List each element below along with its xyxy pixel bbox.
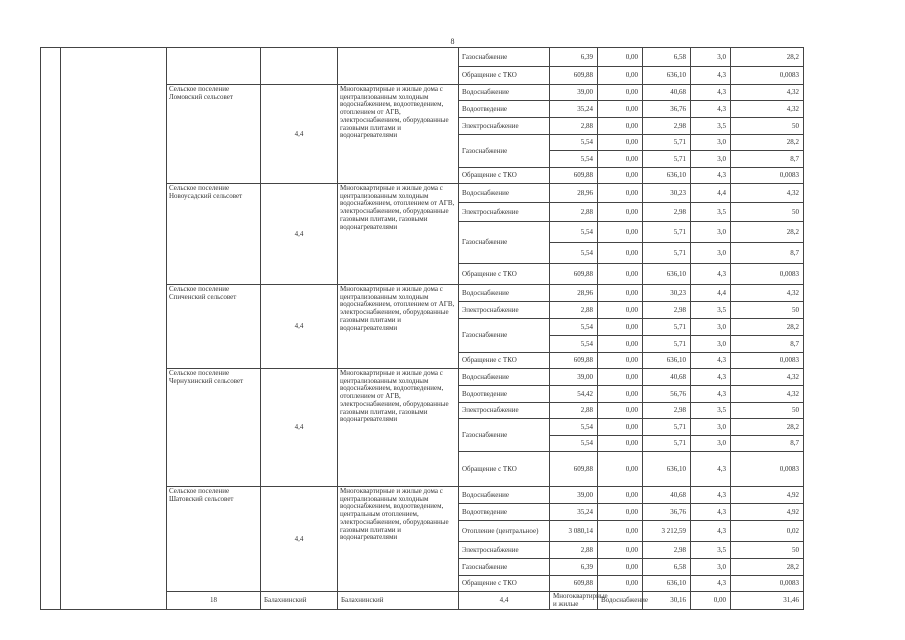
tariff-current-cell: 609,88	[550, 452, 598, 487]
growth-cell: 4,3	[691, 452, 731, 487]
tariff-zero-cell: 0,00	[598, 403, 643, 419]
growth-cell: 4,3	[691, 386, 731, 403]
index-cell: 4,4	[261, 85, 338, 184]
housing-type-cell: Многоквартирные и жилые	[550, 592, 598, 610]
tariff-new-cell: 636,10	[643, 353, 691, 369]
tariff-zero-cell: 0,00	[598, 135, 643, 151]
norm-cell: 4,32	[731, 85, 804, 101]
tariff-new-cell: 30,23	[643, 285, 691, 302]
norm-cell: 4,32	[731, 285, 804, 302]
row-number-cell	[41, 48, 61, 610]
tariff-new-cell: 5,71	[643, 222, 691, 243]
norm-cell: 0,0083	[731, 452, 804, 487]
tariff-new-cell: 636,10	[643, 168, 691, 184]
tariff-new-cell: 40,68	[643, 85, 691, 101]
tariff-zero-cell: 0,00	[598, 521, 643, 542]
norm-cell: 4,32	[731, 386, 804, 403]
tariff-current-cell: 2,88	[550, 302, 598, 319]
tariff-zero-cell: 0,00	[598, 353, 643, 369]
housing-type-cell: Многоквартирные и жилые дома с централизованным холодным водоснабжением, водоотведением, отоплением от АГВ, электроснабжением, оборудованные газовыми плитами, газовыми водонагревателями	[338, 369, 459, 487]
norm-cell: 28,2	[731, 419, 804, 436]
growth-cell: 4,3	[691, 101, 731, 118]
tariff-new-cell: 2,98	[643, 203, 691, 222]
housing-type-cell: Многоквартирные и жилые дома с централизованным холодным водоснабжением, отоплением от АГВ, электроснабжением, оборудованные газовыми плитами, газовыми водонагревателями	[338, 184, 459, 285]
service-cell: Газоснабжение	[459, 48, 550, 67]
tariff-new-cell: 636,10	[643, 576, 691, 592]
tariff-zero-cell: 0,00	[598, 542, 643, 559]
tariff-zero-cell: 0,00	[598, 369, 643, 386]
settlement-cell	[167, 48, 261, 85]
norm-cell: 28,2	[731, 319, 804, 336]
tariff-new-cell: 3 212,59	[643, 521, 691, 542]
tariff-new-cell: 2,98	[643, 403, 691, 419]
tariff-current-cell: 609,88	[550, 576, 598, 592]
growth-cell: 3,5	[691, 542, 731, 559]
tariff-current-cell: 2,88	[550, 203, 598, 222]
tariff-current-cell: 54,42	[550, 386, 598, 403]
norm-cell: 8,7	[731, 243, 804, 264]
growth-cell: 3,5	[691, 118, 731, 135]
service-cell: Водоснабжение	[459, 85, 550, 101]
norm-cell: 28,2	[731, 48, 804, 67]
norm-cell: 28,2	[731, 222, 804, 243]
service-cell: Обращение с ТКО	[459, 264, 550, 285]
index-cell: 4,4	[261, 184, 338, 285]
service-cell: Обращение с ТКО	[459, 353, 550, 369]
norm-cell: 50	[731, 542, 804, 559]
growth-cell: 3,0	[691, 559, 731, 576]
row-number-cell: 18	[167, 592, 261, 610]
index-cell: 4,4	[261, 487, 338, 592]
service-cell: Водоотведение	[459, 504, 550, 521]
district-cell: Балахнинский	[261, 592, 338, 610]
tariff-zero-cell: 0,00	[598, 559, 643, 576]
service-cell: Обращение с ТКО	[459, 168, 550, 184]
tariff-new-cell: 636,10	[643, 67, 691, 85]
table-row	[41, 48, 804, 67]
service-cell: Электроснабжение	[459, 542, 550, 559]
growth-cell: 3,0	[691, 135, 731, 151]
tariff-new-cell: 5,71	[643, 151, 691, 168]
tariff-current-cell: 2,88	[550, 403, 598, 419]
tariff-new-cell: 31,46	[731, 592, 804, 610]
tariff-current-cell: 5,54	[550, 151, 598, 168]
norm-cell: 4,92	[731, 504, 804, 521]
tariff-zero-cell: 0,00	[598, 319, 643, 336]
tariff-new-cell: 5,71	[643, 135, 691, 151]
tariff-current-cell: 5,54	[550, 319, 598, 336]
service-cell: Водоснабжение	[459, 184, 550, 203]
tariff-current-cell: 5,54	[550, 436, 598, 452]
tariff-zero-cell: 0,00	[598, 386, 643, 403]
growth-cell: 4,3	[691, 353, 731, 369]
growth-cell: 3,0	[691, 151, 731, 168]
tariff-current-cell: 5,54	[550, 336, 598, 353]
tariff-current-cell: 2,88	[550, 542, 598, 559]
growth-cell: 3,0	[691, 222, 731, 243]
service-cell: Газоснабжение	[459, 222, 550, 264]
growth-cell: 4,3	[691, 504, 731, 521]
tariff-current-cell: 5,54	[550, 222, 598, 243]
norm-cell: 8,7	[731, 151, 804, 168]
tariff-zero-cell: 0,00	[598, 151, 643, 168]
tariff-current-cell: 3 080,14	[550, 521, 598, 542]
service-cell: Электроснабжение	[459, 118, 550, 135]
tariff-zero-cell: 0,00	[598, 184, 643, 203]
tariff-zero-cell: 0,00	[598, 285, 643, 302]
norm-cell: 4,32	[731, 184, 804, 203]
tariff-zero-cell: 0,00	[598, 504, 643, 521]
tariff-current-cell: 609,88	[550, 264, 598, 285]
service-cell: Водоснабжение	[598, 592, 643, 610]
growth-cell: 3,0	[691, 48, 731, 67]
tariff-new-cell: 56,76	[643, 386, 691, 403]
tariff-current-cell: 39,00	[550, 487, 598, 504]
tariff-zero-cell: 0,00	[598, 168, 643, 184]
tariff-zero-cell: 0,00	[598, 101, 643, 118]
tariff-new-cell: 30,23	[643, 184, 691, 203]
service-cell: Водоотведение	[459, 386, 550, 403]
tariff-new-cell: 2,98	[643, 118, 691, 135]
tariff-current-cell: 6,39	[550, 559, 598, 576]
service-cell: Водоснабжение	[459, 285, 550, 302]
tariff-current-cell: 6,39	[550, 48, 598, 67]
growth-cell: 3,5	[691, 203, 731, 222]
norm-cell: 8,7	[731, 436, 804, 452]
tariff-new-cell: 40,68	[643, 487, 691, 504]
index-cell: 4,4	[261, 285, 338, 369]
tariff-new-cell: 6,58	[643, 48, 691, 67]
growth-cell: 3,0	[691, 419, 731, 436]
growth-cell: 4,3	[691, 521, 731, 542]
norm-cell: 8,7	[731, 336, 804, 353]
tariff-zero-cell: 0,00	[598, 487, 643, 504]
tariff-current-cell: 39,00	[550, 369, 598, 386]
housing-type-cell: Многоквартирные и жилые дома с централизованным холодным водоснабжением, водоотведением, отоплением от АГВ, электроснабжением, оборудованные газовыми плитами и водонагревателями	[338, 85, 459, 184]
tariff-zero-cell: 0,00	[598, 203, 643, 222]
service-cell: Газоснабжение	[459, 135, 550, 168]
growth-cell: 4,4	[691, 184, 731, 203]
index-cell	[261, 48, 338, 85]
tariff-zero-cell: 0,00	[598, 336, 643, 353]
index-cell: 4,4	[261, 369, 338, 487]
tariff-zero-cell: 0,00	[598, 48, 643, 67]
norm-cell: 0,0083	[731, 264, 804, 285]
norm-cell: 0,0083	[731, 576, 804, 592]
settlement-name-cell: Сельское поселение Ломовский сельсовет	[167, 85, 261, 184]
growth-cell: 4,3	[691, 487, 731, 504]
service-cell: Обращение с ТКО	[459, 67, 550, 85]
tariff-new-cell: 40,68	[643, 369, 691, 386]
growth-cell: 4,3	[691, 67, 731, 85]
tariff-new-cell: 36,76	[643, 504, 691, 521]
growth-cell: 3,0	[691, 243, 731, 264]
tariff-current-cell: 609,88	[550, 168, 598, 184]
tariff-new-cell: 2,98	[643, 542, 691, 559]
norm-cell: 50	[731, 118, 804, 135]
growth-cell: 4,4	[691, 285, 731, 302]
housing-type-cell: Многоквартирные и жилые дома с централизованным холодным водоснабжением, отоплением от АГВ, электроснабжением, оборудованные газовыми плитами и водонагревателями	[338, 285, 459, 369]
tariff-zero-cell: 0,00	[598, 452, 643, 487]
settlement-name-cell: Сельское поселение Спиченский сельсовет	[167, 285, 261, 369]
tariff-new-cell: 5,71	[643, 336, 691, 353]
district-cell	[61, 48, 167, 610]
tariff-zero-cell: 0,00	[598, 85, 643, 101]
tariff-new-cell: 36,76	[643, 101, 691, 118]
tariff-zero-cell: 0,00	[598, 576, 643, 592]
growth-cell: 4,3	[691, 168, 731, 184]
growth-cell: 3,0	[691, 436, 731, 452]
settlement-name-cell: Сельское поселение Новоусадский сельсовет	[167, 184, 261, 285]
growth-cell: 3,5	[691, 302, 731, 319]
norm-cell: 50	[731, 302, 804, 319]
service-cell: Водоснабжение	[459, 487, 550, 504]
tariff-current-cell: 28,96	[550, 285, 598, 302]
tariff-zero-cell: 0,00	[598, 302, 643, 319]
service-cell: Отопление (центральное)	[459, 521, 550, 542]
tariff-zero-cell: 0,00	[598, 243, 643, 264]
settlement-name-cell: Балахнинский	[338, 592, 459, 610]
settlement-name-cell: Сельское поселение Шатовский сельсовет	[167, 487, 261, 592]
tariff-zero-cell: 0,00	[691, 592, 731, 610]
norm-cell: 4,32	[731, 101, 804, 118]
growth-cell: 4,3	[691, 264, 731, 285]
growth-cell: 4,3	[691, 369, 731, 386]
service-cell: Газоснабжение	[459, 319, 550, 353]
service-cell: Газоснабжение	[459, 559, 550, 576]
service-cell: Обращение с ТКО	[459, 576, 550, 592]
growth-cell: 4,3	[691, 576, 731, 592]
housing-cell	[338, 48, 459, 85]
norm-cell: 28,2	[731, 559, 804, 576]
tariff-current-cell: 35,24	[550, 504, 598, 521]
tariff-zero-cell: 0,00	[598, 118, 643, 135]
tariff-current-cell: 5,54	[550, 243, 598, 264]
tariff-table	[40, 47, 804, 610]
page-number: 8	[450, 37, 455, 46]
norm-cell: 50	[731, 403, 804, 419]
service-cell: Электроснабжение	[459, 302, 550, 319]
tariff-new-cell: 5,71	[643, 319, 691, 336]
tariff-new-cell: 5,71	[643, 419, 691, 436]
index-cell: 4,4	[459, 592, 550, 610]
tariff-zero-cell: 0,00	[598, 419, 643, 436]
tariff-new-cell: 2,98	[643, 302, 691, 319]
tariff-new-cell: 5,71	[643, 243, 691, 264]
tariff-zero-cell: 0,00	[598, 436, 643, 452]
tariff-current-cell: 5,54	[550, 135, 598, 151]
housing-type-cell: Многоквартирные и жилые дома с централизованным холодным водоснабжением, водоотведением, центральным отоплением, электроснабжением, оборудованные газовыми плитами и водонагревателями	[338, 487, 459, 592]
tariff-new-cell: 636,10	[643, 452, 691, 487]
norm-cell: 0,0083	[731, 67, 804, 85]
tariff-current-cell: 30,16	[643, 592, 691, 610]
tariff-zero-cell: 0,00	[598, 264, 643, 285]
tariff-current-cell: 39,00	[550, 85, 598, 101]
tariff-zero-cell: 0,00	[598, 67, 643, 85]
norm-cell: 0,02	[731, 521, 804, 542]
tariff-current-cell: 2,88	[550, 118, 598, 135]
tariff-new-cell: 5,71	[643, 436, 691, 452]
norm-cell: 4,32	[731, 369, 804, 386]
tariff-current-cell: 35,24	[550, 101, 598, 118]
service-cell: Электроснабжение	[459, 403, 550, 419]
service-cell: Газоснабжение	[459, 419, 550, 452]
service-cell: Обращение с ТКО	[459, 452, 550, 487]
norm-cell: 4,92	[731, 487, 804, 504]
tariff-current-cell: 5,54	[550, 419, 598, 436]
norm-cell: 28,2	[731, 135, 804, 151]
tariff-current-cell: 28,96	[550, 184, 598, 203]
tariff-zero-cell: 0,00	[598, 222, 643, 243]
tariff-current-cell: 609,88	[550, 67, 598, 85]
growth-cell: 3,0	[691, 319, 731, 336]
tariff-current-cell: 609,88	[550, 353, 598, 369]
tariff-new-cell: 6,58	[643, 559, 691, 576]
service-cell: Водоснабжение	[459, 369, 550, 386]
service-cell: Электроснабжение	[459, 203, 550, 222]
settlement-name-cell: Сельское поселение Чернухинский сельсовет	[167, 369, 261, 487]
norm-cell: 0,0083	[731, 168, 804, 184]
norm-cell: 0,0083	[731, 353, 804, 369]
growth-cell: 3,0	[691, 336, 731, 353]
tariff-new-cell: 636,10	[643, 264, 691, 285]
growth-cell: 3,5	[691, 403, 731, 419]
norm-cell: 50	[731, 203, 804, 222]
service-cell: Водоотведение	[459, 101, 550, 118]
growth-cell: 4,3	[691, 85, 731, 101]
